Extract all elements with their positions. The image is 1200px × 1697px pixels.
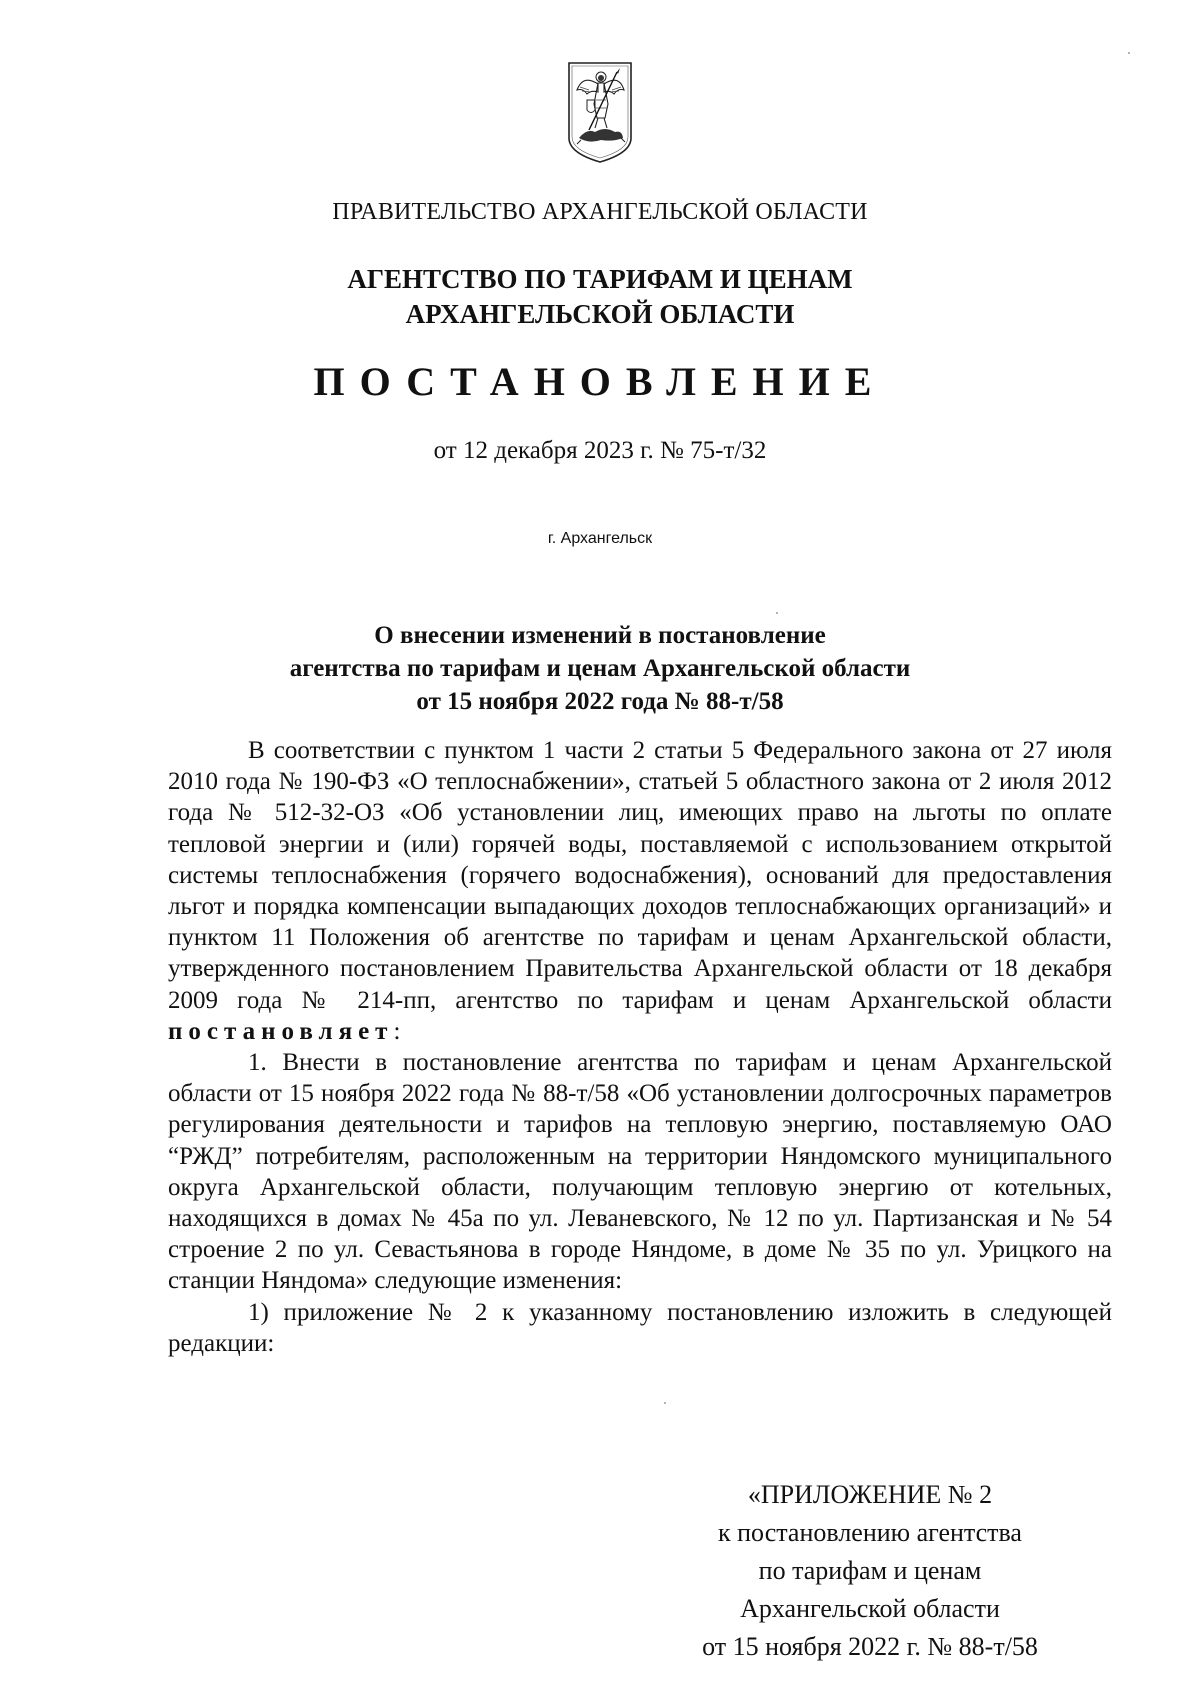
scan-speck (1128, 52, 1130, 54)
subitem-1-paragraph: 1) приложение № 2 к указанному постановлению изложить в следующей редакции: (168, 1298, 1112, 1357)
appendix-line-3: по тарифам и ценам (758, 1556, 982, 1585)
scan-speck (664, 1402, 666, 1404)
document-subject (0, 619, 1200, 718)
subject-line-1: О внесении изменений в постановление (374, 622, 826, 649)
agency-name-line-1: АГЕНТСТВО ПО ТАРИФАМ И ЦЕНАМ (347, 264, 853, 294)
scan-speck (776, 612, 778, 614)
government-name: ПРАВИТЕЛЬСТВО АРХАНГЕЛЬСКОЙ ОБЛАСТИ (332, 199, 868, 225)
appendix-line-2: к постановлению агентства (718, 1518, 1022, 1547)
resolves-word: постановляет (168, 1017, 394, 1045)
appendix-header (640, 1476, 1100, 1666)
subject-line-3: от 15 ноября 2022 года № 88-т/58 (416, 688, 784, 715)
appendix-line-4: Архангельской области (740, 1594, 1000, 1623)
document-body (168, 735, 1112, 1359)
agency-name-line-2: АРХАНГЕЛЬСКОЙ ОБЛАСТИ (405, 299, 795, 329)
document-type-title: ПОСТАНОВЛЕНИЕ (313, 359, 887, 404)
coat-of-arms-emblem (565, 60, 635, 165)
appendix-line-1: «ПРИЛОЖЕНИЕ № 2 (747, 1480, 993, 1509)
appendix-line-5: от 15 ноября 2022 г. № 88-т/58 (702, 1632, 1038, 1661)
resolves-colon: : (393, 1017, 401, 1045)
item-1-paragraph: 1. Внести в постановление агентства по тарифам и ценам Архангельской области от 15 ноября 2022 года № 88-т/58 «Об установлении долгосрочных параметров регулирования деятельности и тарифов на тепловую энергию, поставляемую ОАО “РЖД” потребителям, расположенным на территории Няндомского муниципального округа Архангельской области, получающим тепловую энергию от котельных, находящихся в домах № 45а по ул. Леваневского, № 12 по ул. Партизанская и № 54 строение 2 по ул. Севастьянова в городе Няндоме, в доме № 35 по ул. Урицкого на станции Няндома» следующие изменения: (168, 1049, 1112, 1295)
subject-line-2: агентства по тарифам и ценам Архангельской области (289, 655, 911, 682)
agency-name (0, 262, 1200, 332)
document-city: г. Архангельск (547, 530, 653, 547)
preamble-text: В соответствии с пунктом 1 части 2 статьи 5 Федерального закона от 27 июля 2010 года № 190-ФЗ «О теплоснабжении», статьей 5 областного закона от 2 июля 2012 года № 512-32-ОЗ «Об установлении лиц, имеющих право на льготы по оплате тепловой энергии и (или) горячей воды, поставляемой с использованием открытой системы теплоснабжения (горячего водоснабжения), оснований для предоставления льгот и порядка компенсации выпадающих доходов теплоснабжающих организаций» и пунктом 11 Положения об агентстве по тарифам и ценам Архангельской области, утвержденного постановлением Правительства Архангельской области от 18 декабря 2009 года № 214-пп, агентство по тарифам и ценам Архангельской области (168, 737, 1112, 1014)
preamble-paragraph (168, 735, 1112, 1047)
document-date-number: от 12 декабря 2023 г. № 75-т/32 (433, 437, 767, 464)
archangel-coat-of-arms-icon (565, 60, 635, 165)
